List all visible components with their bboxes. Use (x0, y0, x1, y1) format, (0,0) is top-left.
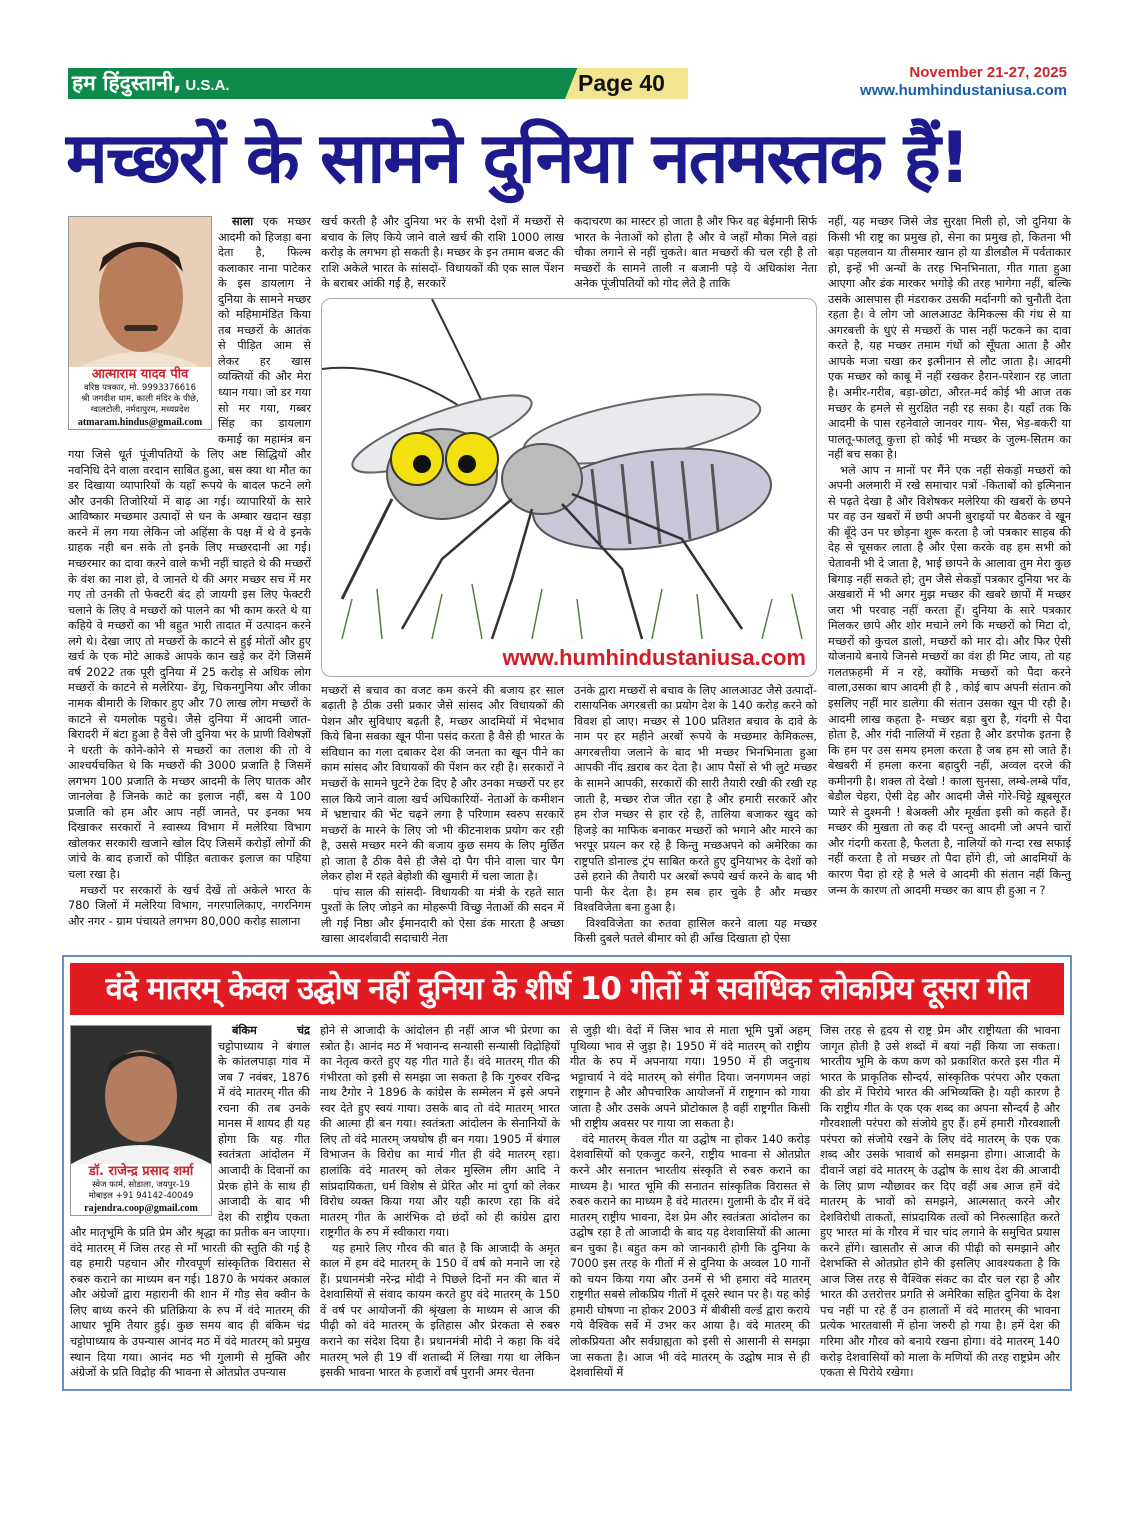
article1 (66, 214, 1074, 947)
paragraph: उनके द्वारा मच्छरों से बचाव के लिए आलआउट जैसे उत्पादों- रासायनिक अगरबत्ती का प्रयोग देश के 140 करोड़ करने को विवश हो जाए। मच्छर से 100 प्रतिशत बचाव के दावे के नाम पर हर महीने अरबों रूपये के मच्छमार केमिकल्स, अगरबत्तीया जलाने के बाद भी मच्छर भिनभिनाता हुआ आपकी नींद ख़राब कर देता है। आप पैसों से भी लुटे मच्छर के सामने आपकी, सरकारों की सारी तैयारी रखी की रखी रह जाती है, मच्छर रोज जीत रहा है और हमारी सरकारें और हम रोज मच्छर से हार रहे है, तालिया बजाकर खुद को हिजड़े का माफिक बनाकर मच्छरों को भगाने और मारने का भरपूर प्रयत्न कर रहे है किन्तु मच्छअपने को अमेरिका का राष्ट्रपति डोनाल्ड ट्रंप साबित करते हुए दुनियाभर के देशों को उसे हराने की तैयारी पर अरबों रूपये खर्च करने के बाद भी पानी फेर देता है। हम सब हार चुके है और मच्छर विश्वविजेता बना हुआ है। (574, 683, 817, 915)
website-link[interactable]: www.humhindustaniusa.com (860, 82, 1067, 99)
paragraph: चट्टोपाध्याय ने बंगाल के कांतलपाड़ा गांव में जब 7 नवंबर, 1876 में वंदे मातरम् गीत की रचना की तब उनके मानस में शायद ही यह होगा कि यह गीत स्वतंत्रता आंदोलन में आजादी के दिवानों का प्रेरक होने के साथ ही आजादी के बाद भी देश की राष्ट्रीय एकता और मातृभूमि के प्रति प्रेम और श्रृद्धा का प्रतीक बन जाएगा। वंदे मातरम् में जिस तरह से माँ भारती की स्तुति की गई है वह हमारी पहचान और गौरवपूर्ण सांस्कृतिक विरासत से रुबरु कराने का माध्यम बन गई। 1870 के भयंकर अकाल और अंग्रेजों द्वारा महारानी की शान में गौड़ सेव क्वीन के लिए बाध्य करने की प्रतिक्रिया के रुप में वंदे मातरम् की आधार भूमि तैयार हुई। कुछ समय बाद ही बंकिम चंद्र चट्टोपाध्याय के उपन्यास आनंद मठ में वंदे मातरम् को प्रमुख स्थान दिया गया। आनंद मठ भी गुलामी से मुक्ति और अंग्रेजों के प्रति विद्रोह की भावना से ओतप्रोत उपन्यास (70, 1039, 310, 1380)
article2-col4 (820, 1023, 1060, 1381)
paragraph: भले आप न मानों पर मैंने एक नहीं सेकड़ों मच्छरों को अपनी अलमारी में रखे समाचार पत्रों -किताबों को इत्मिनान से पढ़ते देखा है और विशेषकर मलेरिया की खबरों के छपने पर वह उन खबरों में छपी अपनी बुराइयों पर बैठकर वे खून की बूँदे उन पर छोड़ना शुरू करता है जो पत्रकार साहब की देह से चूसकर लाता है और ऐसा करके वह हम सभी को चेतावनी भी दे जाता है, भाई छापने के आलावा तुम मेरा कुछ बिगाड़ नहीं सकते हो; तुम जैसे सेकड़ों पत्रकार दुनिया भर के अखबारों में भी अगर मुझ मच्छर की खबरे छापों मैं मच्छर जरा भी परवाह नहीं करता हूँ। दुनिया के सारे पत्रकार मिलकर छापे और शोर मचाने लगे कि मच्छरों को मिटा दो, मच्छरों को कुचल डालो, मच्छरों को मार दो। और फिर ऐसी योजनाये बनाये जिनसे मच्छरों का वंश ही मिट जाय, तो यह गलतफ़हमी में न रहे, क्योंकि मच्छरों को पैदा करने वाला,उसका बाप आदमी ही है , कोई बाप अपनी संतान को इसलिए नहीं मार डालेगा की संतान उसका खून पी रही है। आदमी लाख कहता है- मच्छर बड़ा बुरा है, गंदगी से पैदा होता है, और गंदी नालियों में रहता है और डरपोक इतना है कि हम पर उस समय हमला करता है जब हम सो जाते हैं। बेखबरी में हमला करना बहादुरी नहीं, अव्वल दरजे की कमीनगी है। शक्ल तो देखो ! काला सुनसा, लम्बे-लम्बे पाँव, बेडौल चेहरा, ऐसी देह और आदमी जैसे गोरे-चिट्टे ख़ूबसूरत प्यारे से दुश्मनी ! बेअक्ली और मूर्खता इसी को कहते हैं। मच्छर की मुखता तो कह दी परन्तु आदमी जो अपने चारों और गंदगी करता है, फैलता है, नालियों को गन्दा रख सफाई नहीं करता है तो मच्छर तो पैदा होंगे ही, जो आदमियों के कारण पैदा हो रहे है भले वे आदमी की संतान नहीं किन्तु जन्म के कारण तो आदमी मच्छर का बाप ही हुआ न ? (828, 463, 1071, 897)
issue-date: November 21-27, 2025 (909, 64, 1067, 81)
author-box (70, 1025, 212, 1216)
article1-col4 (828, 214, 1071, 898)
page-number: Page 40 (578, 70, 665, 96)
article2-col3 (570, 1023, 810, 1381)
author-name: आत्माराम यादव पीव (91, 367, 189, 382)
author-photo (71, 1026, 211, 1164)
article2 (70, 1023, 1064, 1381)
article1-col2-top (321, 214, 564, 292)
author-name: डॉ. राजेन्द्र प्रसाद शर्मा (88, 1164, 194, 1180)
article1-middle (321, 214, 818, 947)
article1-headline: मच्छरों के सामने दुनिया नतमस्तक हैं! (66, 117, 969, 199)
author-address: स्वेज फार्म, सोडाला, जयपुर-19 (92, 1180, 190, 1191)
paragraph: पांच साल की सांसदी- विधायकी या मंत्री के रहते सात पुश्तों के लिए जोड़ने का मोहरूपी विच्छु नेताओं की सदन में ली गई निष्ठा और ईमानदारी को ऐसा डंक मारता है अच्छा खासा आदर्शवादी सदाचारी नेता (321, 885, 564, 946)
article1-col1 (68, 214, 311, 929)
article2-frame (62, 955, 1072, 1391)
author-email[interactable]: atmaram.hindus@gmail.com (77, 417, 203, 428)
paragraph: विश्वविजेता का रुतवा हासिल करने वाला यह मच्छर किसी दुबले पतले बीमार को ही आँख दिखाता हो ऐसा (574, 916, 817, 946)
article2-col2 (320, 1023, 560, 1381)
article2-col1 (70, 1023, 310, 1381)
author-box (68, 216, 212, 430)
paragraph: होने से आजादी के आंदोलन ही नहीं आज भी प्रेरणा का स्त्रोत है। आनंद मठ में भवानन्द सन्यासी सन्यासी विद्रोहियों का नेतृत्व करते हुए यह गीत गाते हैं। वंदे मातरम् गीत की गंभीरता को इसी से समझा जा सकता है कि गुरुवर रविन्द्र नाथ टैगोर ने 1896 के कांग्रेस के सम्मेलन में इसे अपने स्वर देते हुए स्वयं गाया। उसके बाद तो वंदे मातरम् भारत की आत्मा ही बन गया। स्वतंत्रता आंदोलन के सेनानियों के लिए तो वंदे मातरम् जयघोष ही बन गया। 1905 में बंगाल विभाजन के विरोध का मार्च गीत ही वंदे मातरम् रहा। हालांकि वंदे मातरम् को लेकर मुस्लिम लीग आदि ने सांप्रदायिकता, धर्म विशेष से प्रेरित और मां दुर्गा को लेकर विरोध व्यक्त किया गया और यही कारण रहा कि वंदे मातरम् गीत के आरंभिक दो छंदों को ही कांग्रेस द्वारा राष्ट्रगीत के रुप में स्वीकारा गया। (320, 1024, 560, 1240)
article2-headline: वंदे मातरम् केवल उद्घोष नहीं दुनिया के शीर्ष 10 गीतों में सर्वाधिक लोकप्रिय दूसरा गीत (70, 963, 1064, 1015)
mosquito-illustration (321, 298, 817, 677)
paragraph: से जुड़ी थी। वेदों में जिस भाव से माता भूमि पुत्रों अहम् पृथिव्या भाव से जुड़ा है। 1950 में वंदे मातरम् को राष्ट्रीय गीत के रुप में अपनाया गया। 1950 में ही जदुनाथ भट्टाचार्य ने वंदे मातरम् को संगीत दिया। जनगणमन जहां राष्ट्रगान है और औपचारिक आयोजनों में राष्ट्रगान को गाया जाता है और उसके अपने प्रोटोकाल है वहीं राष्ट्रगीत किसी भी राष्ट्रीय अवसर पर गाया जा सकता है। (570, 1024, 810, 1131)
paragraph: यह हमारे लिए गौरव की बात है कि आजादी के अमृत काल में हम वंदे मातरम् के 150 वें वर्ष को मनाने जा रहे हैं। प्रधानमंत्री नरेन्द्र मोदी ने पिछले दिनों मन की बात में देशवासियों से संवाद कायम करते हुए वंदे मातरम् के 150 वें वर्ष पर आयोजनों की श्रृंखला के माध्यम से आज की पीढ़ी को वंदे मातरम् के इतिहास और प्रेरकता से रुबरु कराने का संदेश दिया है। प्रधानमंत्री मोदी ने कहा कि वंदे मातरम् भले ही 19 वीं शताब्दी में लिखा गया था लेकिन इसकी भावना भारत के हजारों वर्ष पुरानी अमर चेतना (320, 1241, 560, 1380)
paragraph: मच्छरों से बचाव का वजट कम करने की बजाय हर साल बढ़ाती है ठीक उसी प्रकार जैसे सांसद और विधायकों की पेशन और सुविधाए बढ़ती है, मच्छर आदमियों में भेदभाव किये बिना सबका खून पीना पसंद करता है वैसे ही भारत के संविधान का गला दबाकर देश की जनता का खून पीने का काम सांसद और विधायकों की पेंशन कर रही है। सरकारों ने मच्छरों के सामने घुटने टेक दिए है और उनका मच्छरों पर हर साल किये जाने वाला खर्च अधिकारियों- नेताओं के कमीशन में भ्रष्टाचार की भेंट चढ़ने लगा है परिणाम स्वरुप सरकारें मच्छरों के मारने के लिए जो भी कीटनाशक प्रयोग कर रही है, उससे मच्छर मरने की बजाय कुछ समय के लिए मुर्छित हो जाता है ठीक वैसे ही जैसे दो पैग पीने वाला चार पैग लेकर होश में रहते बेहोशी की खुमारी में चला जाता है। (321, 683, 564, 884)
illustration-watermark-url: www.humhindustaniusa.com (502, 644, 806, 670)
author-email[interactable]: rajendra.coop@gmail.com (84, 1203, 198, 1215)
paragraph: खर्च करती है और दुनिया भर के सभी देशों में मच्छरों से बचाव के लिए किये जाने वाले खर्च की राशि 1000 लाख करोड़ के लगभग हो सकती है। मच्छर के इन तमाम बजट की राशि अकेले भारत के सांसदों- विधायकों की एक साल पेंशन के बराबर आंकी गई है, सरकारें (321, 215, 564, 291)
lead-word: बंकिम चंद्र (232, 1024, 310, 1038)
author-address: श्री जगदीश धाम, काली मंदिर के पीछे, ग्वालटोली, नर्मदापुरम, मध्यप्रदेश (81, 394, 199, 415)
paper-name-text: हम हिंदुस्तानी, (72, 71, 182, 95)
paragraph: जिस तरह से हृदय से राष्ट्र प्रेम और राष्ट्रीयता की भावना जागृत होती है उसे शब्दों में बयां नहीं किया जा सकता। भारतीय भूमि के कण कण को प्रकाशित करते इस गीत में भारत के प्राकृतिक सौन्दर्य, सांस्कृतिक परंपरा और एकता की डोर में पिरोये भारत की अभिव्यक्ति है। यही कारण है कि राष्ट्रीय गीत के एक एक शब्द का अपना सौन्दर्य है और गौरवशाली परंपरा को संजोये हुए हैं। हमें हमारी गौरवशाली परंपरा को संजोये रखने के लिए वंदे मातरम् के एक एक शब्द और उसके भावार्थ को समझना होगा। आजादी के दीवानें जहां वंदे मातरम् के उद्घोष के साथ देश की आजादी के लिए प्राण न्यौछावर कर दिए वहीं अब आज हमें वंदे मातरम् के भावों को समझने, आत्मसात् करने और देशविरोधी ताकतों, सांप्रदायिक तत्वों को निरुत्साहित करते हुए भारत मां के गौरव में चार चांद लगाने के समुचित प्रयास करने होंगे। खासतौर से आज की पीढ़ी को समझाने और देशभक्ति से ओतप्रोत होने की इसलिए आवश्यकता है कि आज जिस तरह से वैश्विक संकट का दौर चल रहा है और भारत की उत्तरोत्तर प्रगति से अमेरिका सहित दुनिया के देश पच नहीं पा रहे हैं उन हालातों में वंदे मातरम् की भावना प्रत्येक भारतवासी में होना जरुरी हो गया है। हमें देश की गरिमा और गौरव को बनाये रखना होगा। वंदे मातरम् 140 करोड़ देशवासियों को माला के मणियों की तरह राष्ट्रप्रेम और एकता से पिरोये रखेगा। (820, 1024, 1060, 1380)
author-role: वरिष्ठ पत्रकार, मो. 9993376616 (83, 383, 196, 393)
paragraph: एक मच्छर आदमी को हिजड़ा बना देता है, फिल्म कलाकार नाना पाटेकर के इस डायलाग ने दुनिया के सामने मच्छर को महिमामंडित किया तब मच्छरों के आतंक से पीड़ित आम से लेकर हर खास व्यक्तियों की और मेरा ध्यान गया। जो डर गया सो मर गया, गब्बर सिंह का डायलाग कमाई का महामंत्र बन गया जिसे धूर्त पूंजीपतियों के लिए अष्ट सिद्धियों और नवनिधि देने वाला वरदान साबित हुआ, बस क्या था मौत का डर दिखाया व्यापारियों के यहाँ रूपये के बादल फटने लगे और उनकी तिजोरियों में बाढ़ आ गई। व्यापारियों के सारे आविष्कार मच्छमार उत्पादों से धन के अम्बार खदान खड़ा करने में लग गया लेकिन जो अहिंसा के पक्ष में थे वे इनके ग्राहक नही बन सके तो इनके लिए मच्छरदानी आ गई। मच्छरमार का दावा करने वाले कभी नहीं चाहते थे की मच्छरों के वंश का नाश हो, वे जानते थे की अगर मच्छर सच में मर गए तो उनकी तो फेक्टरी बंद हो जायगी इस लिए फेक्टरी चलाने के लिए वे मच्छरों को पालने का भी काम करते थे या कहिये वे मच्छरों का भी बहुत भारी तादात में उत्पादन करने लगे थे। देखा जाए तो मच्छरों के काटने से हुई मोतों और हुए खर्च के एक मोटे आकडे आपके कान खड़े कर देंगे जिसमें वर्ष 2022 तक पूरी दुनिया में 25 करोड़ से अधिक लोग मच्छरों के काटने से मलेरिया- डेंगू, चिकनगुनिया और जीका नामक बीमारी के शिकार हुए और 70 लाख लोग मच्छरों के काटने से यमलोक पहुचे। जैसे दुनिया में आदमी जात-बिरादरी में बंटा हुआ है वैसे जी दुनिया भर के प्राणी विशेषज्ञों ने धरती के कोने-कोने से मच्छरों का तलाश की तो वे आश्चर्यचकित थे कि मच्छरों की 3000 प्रजाति है जिसमें लगभग 100 प्रजाति के मच्छर आदमी के लिए घातक और जानलेवा है जिनके काटे का इलाज नहीं, बस ये 100 प्रजाति को हम और आप नहीं जानते, पर इनका भय दिखाकर सरकारों ने स्वास्थ्य विभाग में मलेरिया विभाग खोलकर सरकारी खजाने खोल दिए जिसमें करोड़ों लोगों की जांचे के बाद हजारों को पीड़ित बताकर इलाज का पहिया चला रखा है। (68, 215, 311, 881)
lead-word: साला (232, 215, 254, 228)
paragraph: वंदे मातरम् केवल गीत या उद्घोष ना होकर 140 करोड़ देशवासियों को एकजुट करने, राष्ट्रीय भावना से ओतप्रोत करने और सनातन भारतीय संस्कृति से रुबरु कराने का माध्यम है। भारत भूमि की सनातन सांस्कृतिक विरासत से रुबरु कराने का माध्यम है वंदे मातरम। गुलामी के दौर में वंदे मातरम् राष्ट्रीय भावना, देश प्रेम और स्वतंत्रता आंदोलन का उद्घोष रहा है तो आजादी के बाद यह देशवासियों की आत्मा बन चुका है। बहुत कम को जानकारी होगी कि दुनिया के 7000 इस तरह के गीतों में से दुनिया के अव्वल 10 गानों को चयन किया गया और उनमें से भी हमारा वंदे मातरम् राष्ट्रगीत सबसे लोकप्रिय गीतों में दूसरे स्थान पर है। यह कोई हमारी घोषणा ना होकर 2003 में बीबीसी वर्ल्ड द्वारा कराये गये वैश्विक सर्वे में उभर कर आया है। वंदे मातरम् की लोकप्रियता और सर्वग्राह्यता को इसी से आसानी से समझा जा सकता है। आज भी वंदे मातरम् के उद्घोष मात्र से ही देशवासियों में (570, 1132, 810, 1380)
paragraph: नहीं, यह मच्छर जिसे जेड सुरक्षा मिली हो, जो दुनिया के किसी भी राष्ट्र का प्रमुख हो, सेना का प्रमुख हो, कितना भी बड़ा पहलवान या तीसमार खान हो या डीलडौल में पर्वताकार हो, इन्हें भी अन्यों के तरह भिनभिनाता, गीत गाता हुआ आएगा और डंक मारकर भगोड़े की तरह भागेगा नहीं, बल्कि उसके आसपास ही मंडराकर उसकी मर्दानगी को चुनौती देता रहता है। वे लोग जो आलआउट केमिकल्स की गंध से या अगरबत्ती के धुएं से मच्छरों के पास नहीं फटकने का दावा करते है, यह मच्छर तमाम गंधों को सूँघता आता है और आपके मजा चखा कर इत्मीनान से लौट जाता है। आदमी एक मच्छर को काबू में नहीं रखकर हैरान-परेशान रह जाता है। अमीर-गरीब, बड़ा-छोटा, औरत-मर्द कोई भी आज तक मच्छर के हमले से सुरक्षित नही रह सका है। यहाँ तक कि आदमी के पास रहनेवाले जानवर गाय- भैस, भेड़-बकरी या पालतू-फालतू कुत्ता हो कोई भी मच्छर के जुल्म-सितम का नहीं बच सका है। (828, 215, 1071, 462)
article1-col2-bottom (321, 683, 564, 947)
author-photo (69, 217, 211, 367)
paragraph: कदाचरण का मास्टर हो जाता है और फिर वह बेईमानी सिर्फ भारत के नेताओं को होता है और वे जहाँ मौका मिले वहां चौका लगाने से नहीं चुकते। बात मच्छरों की चल रही है तो मच्छरों के सामने ताली न बजानी पड़े ये अधिकांश नेता अनेक पूंजीपतियों को गोद लेते है ताकि (574, 215, 817, 291)
article1-col3-bottom (574, 683, 817, 947)
article1-col3-top (574, 214, 817, 292)
paper-country: U.S.A. (185, 77, 230, 94)
author-phone: मोबाइल +91 94142-40049 (88, 1191, 194, 1202)
paragraph: मच्छरों पर सरकारों के खर्च देखें तो अकेले भारत के 780 जिलों में मलेरिया विभाग, नगरपालिकाए, नगरनिगम और नगर - ग्राम पंचायते लगभग 80,000 करोड़ सालाना (68, 883, 311, 928)
